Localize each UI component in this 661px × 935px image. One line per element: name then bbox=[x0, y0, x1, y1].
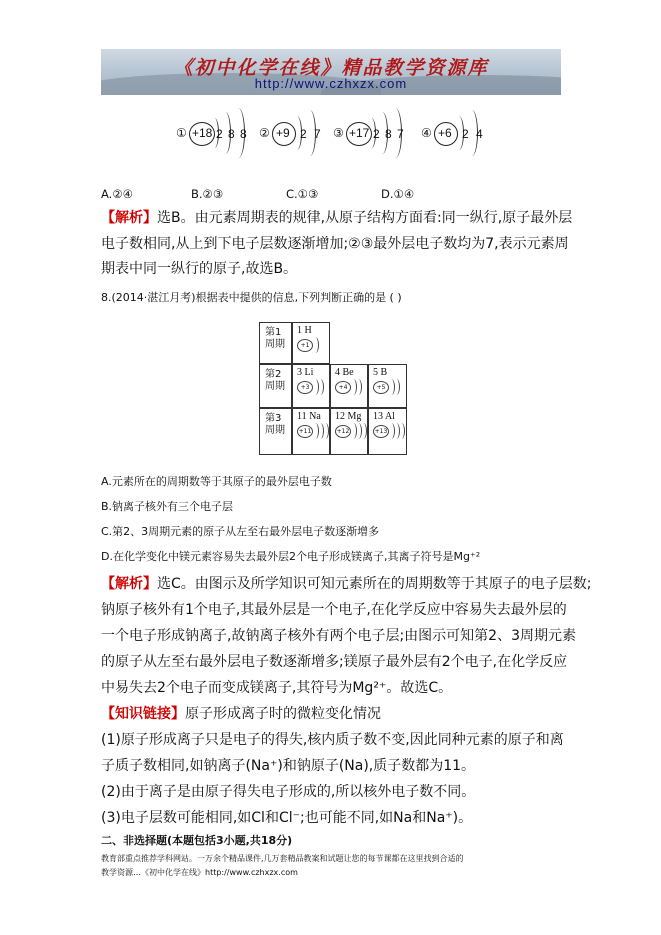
atom-label: ① bbox=[176, 126, 187, 140]
banner-url[interactable]: http://www.czhxzx.com bbox=[254, 76, 408, 91]
knowledge-title: 原子形成离子时的微粒变化情况 bbox=[185, 706, 381, 722]
q8-option-a: A.元素所在的周期数等于其原子的最外层电子数 bbox=[101, 475, 332, 488]
footer-text-line-1: 教育部重点推荐学科网站。一万余个精品课件,几万套精品教案和试题让您的每节课都在这里找到合适的 bbox=[101, 854, 464, 863]
q7-analysis-line-3: 期表中同一纵行的原子,故选B。 bbox=[101, 261, 298, 277]
knowledge-line-4: (3)电子层数可能相同,如Cl和Cl⁻;也可能不同,如Na和Na⁺)。 bbox=[101, 810, 473, 826]
electron-shell-arc bbox=[322, 423, 329, 439]
electron-count: 7 bbox=[314, 127, 321, 141]
header-banner bbox=[101, 49, 561, 95]
q7-analysis-line-1 bbox=[101, 207, 572, 227]
element-nucleus: +3 bbox=[297, 381, 313, 394]
q8-analysis-line-4: 的原子从左至右最外层电子数逐渐增多;镁原子最外层有2个电子,在化学反应 bbox=[101, 654, 568, 670]
q7-option-b: B.②③ bbox=[191, 187, 224, 201]
element-cell-na bbox=[292, 408, 330, 455]
period-label-3: 第3周期 bbox=[259, 408, 292, 455]
element-symbol: 1 H bbox=[297, 325, 312, 336]
knowledge-link-heading bbox=[101, 703, 381, 723]
q8-option-d: D.在化学变化中镁元素容易失去最外层2个电子形成镁离子,其离子符号是Mg⁺² bbox=[101, 550, 481, 563]
q8-analysis-line-5: 中易失去2个电子而变成镁离子,其符号为Mg²⁺。故选C。 bbox=[101, 680, 453, 696]
period-label-2: 第2周期 bbox=[259, 364, 292, 408]
element-cell-al bbox=[368, 408, 407, 455]
analysis-tag: 【解析】 bbox=[101, 210, 157, 226]
q7-option-a: A.②④ bbox=[101, 187, 133, 201]
electron-count: 8 bbox=[228, 127, 235, 141]
knowledge-line-1: (1)原子形成离子只是电子的得失,核内质子数不变,因此同种元素的原子和离 bbox=[101, 732, 564, 748]
q8-analysis-line-2: 钠原子核外有1个电子,其最外层是一个电子,在化学反应中容易失去最外层的 bbox=[101, 602, 567, 618]
q7-option-d: D.①④ bbox=[381, 187, 415, 201]
knowledge-line-3: (2)由于离子是由原子得失电子形成的,所以核外电子数不同。 bbox=[101, 784, 476, 800]
analysis-tag: 【解析】 bbox=[101, 576, 157, 592]
element-nucleus: +13 bbox=[373, 425, 389, 438]
footer-text-line-2[interactable]: 教学资源…《初中化学在线》http://www.czhxzx.com bbox=[101, 868, 298, 877]
electron-shell-arc bbox=[398, 423, 405, 439]
element-cell-li bbox=[292, 364, 330, 408]
element-symbol: 12 Mg bbox=[335, 411, 362, 422]
atom-diagram-2 bbox=[259, 108, 329, 158]
element-cell-b bbox=[368, 364, 407, 408]
electron-shell-arc bbox=[312, 337, 319, 353]
electron-count: 8 bbox=[240, 127, 247, 141]
q8-analysis-line-1 bbox=[101, 573, 592, 593]
period-label-1: 第1周期 bbox=[259, 322, 292, 364]
q7-option-c: C.①③ bbox=[286, 187, 319, 201]
q8-stem: 8.(2014·湛江月考)根据表中提供的信息,下列判断正确的是 ( ) bbox=[101, 291, 402, 304]
element-nucleus: +11 bbox=[297, 425, 313, 438]
nucleus-charge: +17 bbox=[349, 126, 370, 140]
electron-count: 8 bbox=[385, 127, 392, 141]
element-cell-h bbox=[292, 322, 330, 364]
knowledge-line-2: 子质子数相同,如钠离子(Na⁺)和钠原子(Na),质子数都为11。 bbox=[101, 758, 476, 774]
element-symbol: 11 Na bbox=[297, 411, 321, 422]
element-nucleus: +5 bbox=[373, 381, 389, 394]
atom-diagram-1 bbox=[176, 108, 256, 158]
element-symbol: 13 Al bbox=[373, 411, 395, 422]
atom-label: ④ bbox=[421, 126, 432, 140]
nucleus-charge: +6 bbox=[438, 126, 452, 140]
nucleus-charge: +9 bbox=[276, 126, 290, 140]
atom-label: ③ bbox=[333, 126, 344, 140]
q7-analysis-line-2: 电子数相同,从上到下电子层数逐渐增加;②③最外层电子数均为7,表示元素周 bbox=[101, 236, 569, 252]
knowledge-tag: 【知识链接】 bbox=[101, 706, 185, 722]
atom-label: ② bbox=[259, 126, 270, 140]
q8-analysis-line-3: 一个电子形成钠离子,故钠离子核外有两个电子层;由图示可知第2、3周期元素 bbox=[101, 628, 576, 644]
electron-shell-arc bbox=[317, 379, 324, 395]
analysis-text: 选C。由图示及所学知识可知元素所在的周期数等于其原子的电子层数; bbox=[157, 576, 592, 592]
element-nucleus: +12 bbox=[335, 425, 351, 438]
electron-count: 2 bbox=[373, 127, 380, 141]
atom-diagram-4 bbox=[421, 108, 491, 158]
element-cell-mg bbox=[330, 408, 368, 455]
electron-shell-arc bbox=[360, 423, 367, 439]
element-symbol: 5 B bbox=[373, 367, 388, 378]
electron-count: 2 bbox=[300, 127, 307, 141]
element-cell-be bbox=[330, 364, 368, 408]
electron-count: 2 bbox=[462, 127, 469, 141]
nucleus-charge: +18 bbox=[192, 126, 213, 140]
element-symbol: 3 Li bbox=[297, 367, 314, 378]
q8-option-b: B.钠离子核外有三个电子层 bbox=[101, 500, 234, 513]
electron-shell-arc bbox=[355, 379, 362, 395]
electron-count: 2 bbox=[216, 127, 223, 141]
electron-count: 7 bbox=[397, 127, 404, 141]
element-symbol: 4 Be bbox=[335, 367, 354, 378]
periodic-table-excerpt bbox=[259, 322, 407, 455]
section-two-heading: 二、非选择题(本题包括3小题,共18分) bbox=[101, 834, 293, 847]
electron-count: 4 bbox=[476, 127, 483, 141]
atom-diagram-3 bbox=[333, 108, 413, 158]
q8-option-c: C.第2、3周期元素的原子从左至右最外层电子数逐渐增多 bbox=[101, 525, 380, 538]
element-nucleus: +1 bbox=[297, 339, 313, 352]
banner-title: 《初中化学在线》精品教学资源库 bbox=[173, 57, 489, 79]
analysis-text: 选B。由元素周期表的规律,从原子结构方面看:同一纵行,原子最外层 bbox=[157, 210, 573, 226]
element-nucleus: +4 bbox=[335, 381, 351, 394]
electron-shell-arc bbox=[393, 379, 400, 395]
